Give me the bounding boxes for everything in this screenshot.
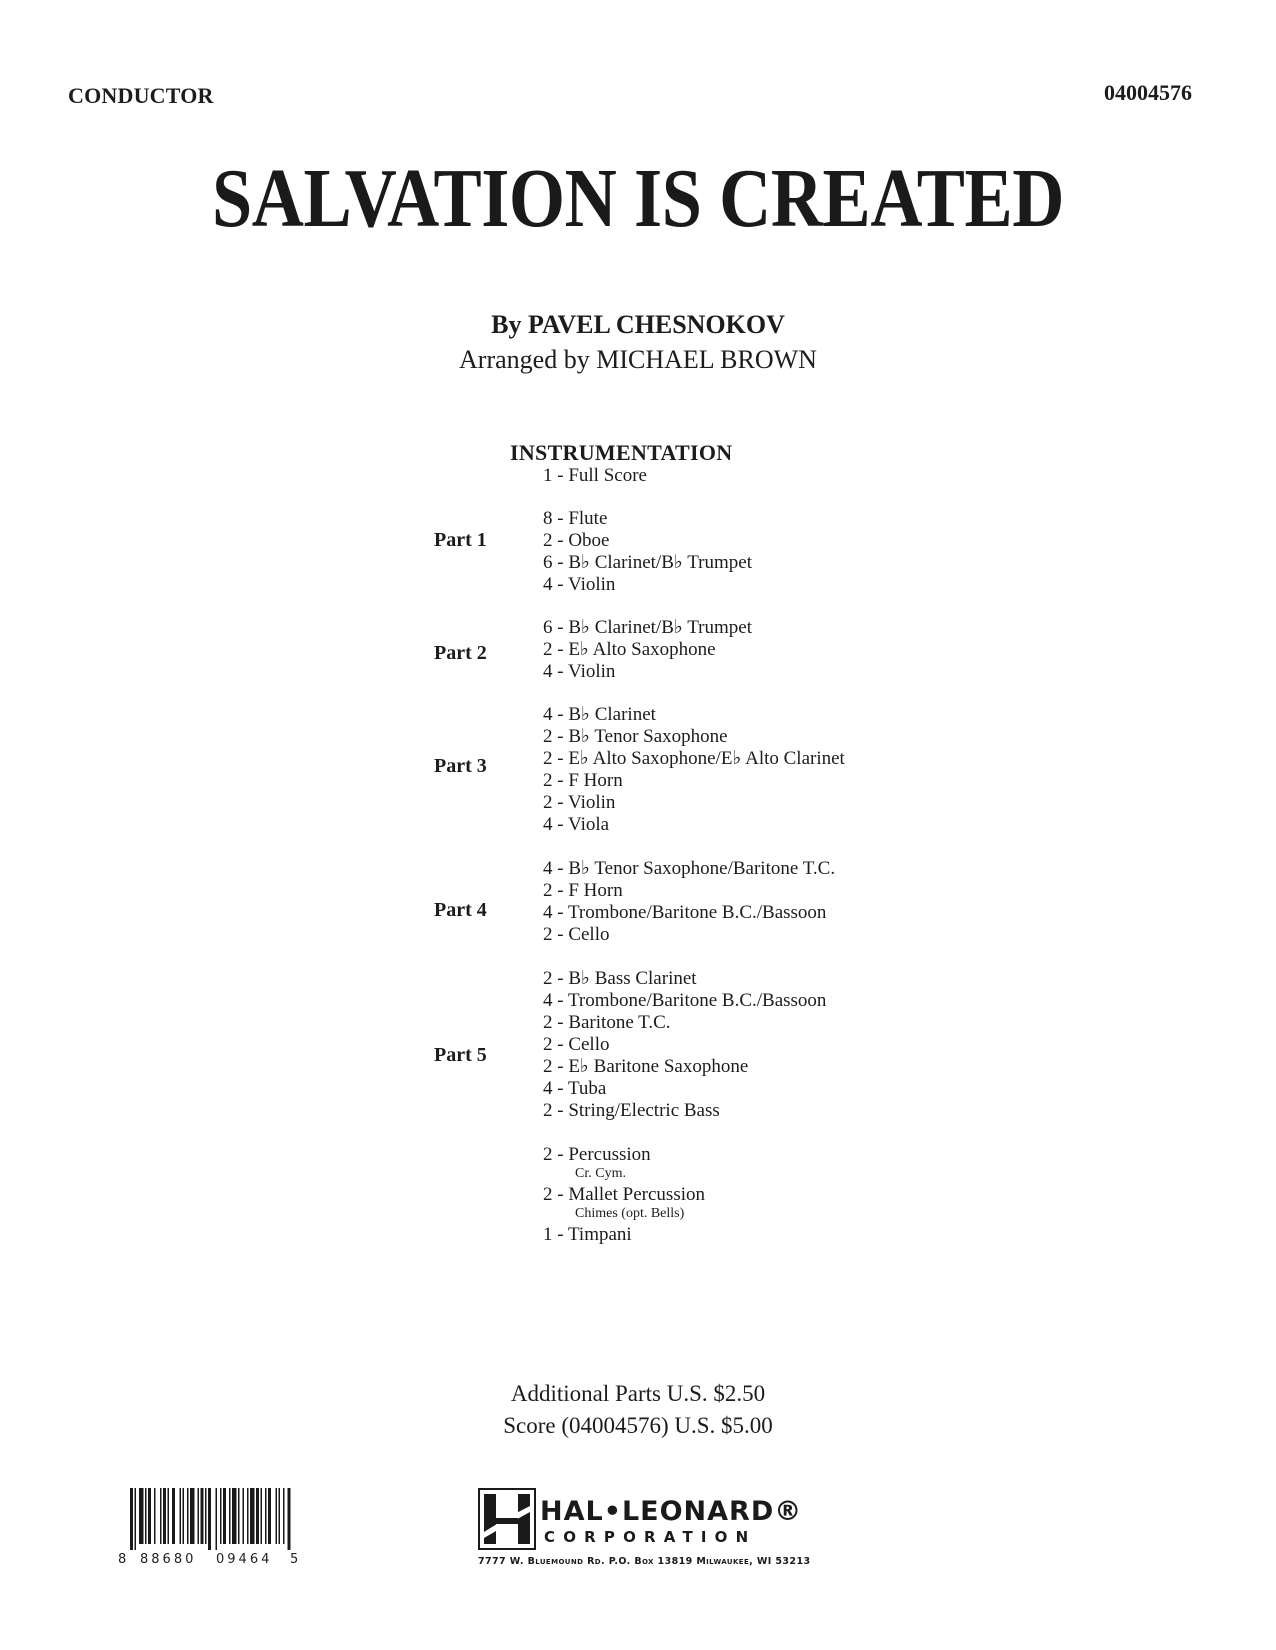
- list-item: 2 - F Horn: [543, 770, 623, 791]
- list-item-note: Chimes (opt. Bells): [575, 1206, 685, 1221]
- list-item: 2 - Percussion: [543, 1144, 651, 1165]
- barcode-bar: [190, 1488, 195, 1544]
- instrumentation-heading: INSTRUMENTATION: [510, 440, 733, 465]
- barcode-digit-group: 88680: [140, 1552, 197, 1567]
- part-label: Part 3: [434, 755, 487, 777]
- barcode-bar: [130, 1488, 133, 1550]
- barcode-bar: [208, 1488, 211, 1550]
- score-price: Score (04004576) U.S. $5.00: [503, 1413, 773, 1438]
- barcode-bar: [268, 1488, 271, 1544]
- list-item: 4 - Violin: [543, 574, 616, 595]
- barcode-bar: [145, 1488, 147, 1544]
- publisher-logo: [478, 1488, 838, 1578]
- arranger-credit: Arranged by MICHAEL BROWN: [459, 345, 817, 374]
- barcode-bar: [160, 1488, 162, 1544]
- barcode-bar: [283, 1488, 285, 1544]
- barcode-bar: [265, 1488, 267, 1544]
- list-item: 2 - E♭ Baritone Saxophone: [543, 1056, 749, 1077]
- catalog-number: 04004576: [1104, 80, 1192, 105]
- barcode-bar: [135, 1488, 137, 1550]
- list-item: 2 - Mallet Percussion: [543, 1184, 706, 1205]
- barcode-digit-right: 5: [290, 1552, 299, 1567]
- part-label: Part 4: [434, 899, 487, 921]
- list-item: 6 - B♭ Clarinet/B♭ Trumpet: [543, 617, 752, 638]
- part-label: Part 5: [434, 1044, 487, 1066]
- price-block: [0, 1378, 1276, 1442]
- barcode-bar: [288, 1488, 291, 1550]
- list-item: 2 - E♭ Alto Saxophone/E♭ Alto Clarinet: [543, 748, 845, 769]
- list-item: 4 - Viola: [543, 814, 610, 835]
- barcode: [118, 1488, 300, 1567]
- publisher-address: 7777 W. Bluemound Rd. P.O. Box 13819 Milwaukee, WI 53213: [478, 1556, 811, 1567]
- barcode-bar: [205, 1488, 207, 1544]
- barcode-digit-left: 8: [118, 1552, 127, 1567]
- list-item: 2 - Oboe: [543, 530, 610, 551]
- barcode-bar: [250, 1488, 255, 1544]
- conductor-label: CONDUCTOR: [68, 83, 214, 108]
- list-item: 4 - B♭ Tenor Saxophone/Baritone T.C.: [543, 858, 836, 879]
- barcode-bar: [256, 1488, 259, 1544]
- barcode-bar: [168, 1488, 170, 1544]
- barcode-bar: [187, 1488, 189, 1544]
- barcode-bar: [223, 1488, 226, 1544]
- barcode-bar: [238, 1488, 240, 1544]
- list-item: 2 - String/Electric Bass: [543, 1100, 720, 1121]
- barcode-bar: [139, 1488, 144, 1544]
- list-item-note: Cr. Cym.: [575, 1166, 626, 1181]
- list-item: 2 - Cello: [543, 1034, 610, 1055]
- additional-parts-price: Additional Parts U.S. $2.50: [510, 1381, 766, 1406]
- barcode-bar: [229, 1488, 231, 1544]
- publisher-emblem-icon: [478, 1488, 536, 1550]
- barcode-bar: [276, 1488, 278, 1544]
- list-item: 2 - B♭ Bass Clarinet: [543, 968, 697, 989]
- list-item: 2 - E♭ Alto Saxophone: [543, 639, 716, 660]
- list-item: 4 - Trombone/Baritone B.C./Bassoon: [543, 902, 827, 923]
- barcode-bar: [180, 1488, 182, 1544]
- barcode-bar: [247, 1488, 249, 1544]
- list-item: 4 - Trombone/Baritone B.C./Bassoon: [543, 990, 827, 1011]
- barcode-bar: [198, 1488, 200, 1544]
- barcode-bar: [279, 1488, 281, 1544]
- barcode-bar: [243, 1488, 245, 1544]
- publisher-name: HAL•LEONARD®: [540, 1496, 803, 1527]
- barcode-bar: [172, 1488, 175, 1544]
- list-item: 4 - Violin: [543, 661, 616, 682]
- barcode-bars: [118, 1488, 300, 1550]
- composer-credit: By PAVEL CHESNOKOV: [491, 310, 785, 339]
- barcode-bar: [183, 1488, 185, 1544]
- barcode-bar: [154, 1488, 156, 1544]
- list-item: 8 - Flute: [543, 508, 608, 529]
- barcode-bar: [163, 1488, 166, 1544]
- barcode-bar: [216, 1488, 218, 1550]
- list-item: 2 - Violin: [543, 792, 616, 813]
- list-item: 1 - Timpani: [543, 1224, 632, 1245]
- list-item: 2 - Cello: [543, 924, 610, 945]
- page-title: SALVATION IS CREATED: [212, 152, 1064, 245]
- barcode-digit-group: 09464: [216, 1552, 273, 1567]
- barcode-bar: [220, 1488, 222, 1544]
- barcode-bar: [261, 1488, 263, 1544]
- list-item: 1 - Full Score: [543, 465, 647, 486]
- list-item: 2 - Baritone T.C.: [543, 1012, 671, 1033]
- list-item: 2 - F Horn: [543, 880, 623, 901]
- list-item: 2 - B♭ Tenor Saxophone: [543, 726, 728, 747]
- publisher-corporation: CORPORATION: [544, 1528, 757, 1546]
- barcode-bar: [201, 1488, 204, 1544]
- list-item: 4 - B♭ Clarinet: [543, 704, 656, 725]
- list-item: 4 - Tuba: [543, 1078, 607, 1099]
- list-item: 6 - B♭ Clarinet/B♭ Trumpet: [543, 552, 752, 573]
- part-label: Part 1: [434, 529, 487, 551]
- barcode-bar: [148, 1488, 151, 1544]
- part-label: Part 2: [434, 642, 487, 664]
- barcode-bar: [232, 1488, 237, 1544]
